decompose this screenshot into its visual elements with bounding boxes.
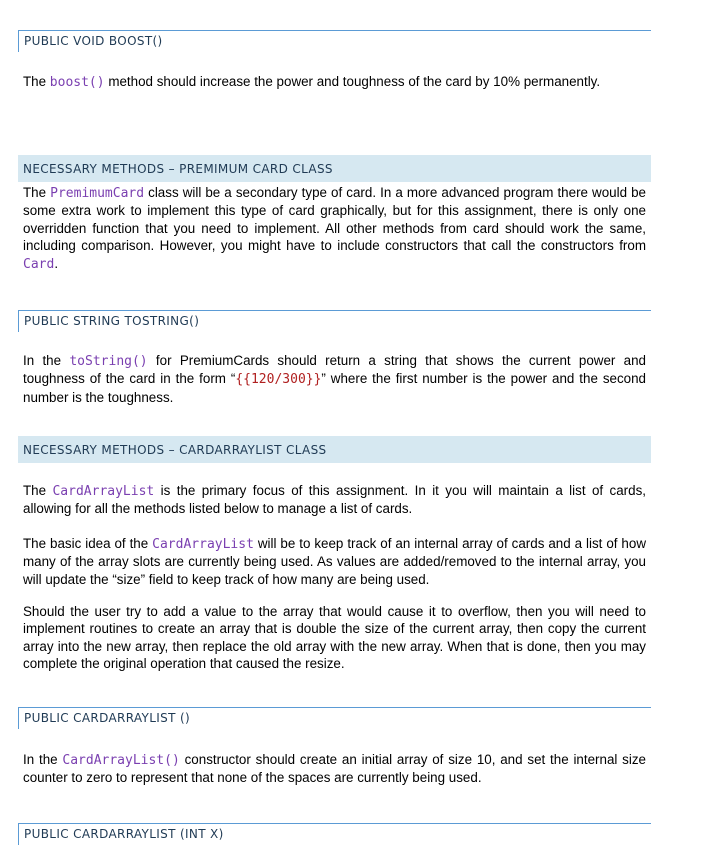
text-run: class will be a secondary type of card. In a more advanced program there would be some extra work to implement this type of card graphically, but for this assignment, there is only one overridden function that you need to implement. All other methods from card should work the same, including comparison. However, you might have to include constructors that call the constructors from [23,185,646,254]
text-run: method should increase the power and toughness of the card by 10% permanently. [104,74,601,89]
text-run: The [23,74,50,89]
ctor-default-description [23,751,646,787]
code-cardarraylist-ctor: CardArrayList() [62,753,180,768]
code-card: Card [23,256,55,272]
text-run: is the primary focus of this assignment. In it you will maintain a list of cards, allowing for all the methods listed below to manage a list of cards. [23,483,646,517]
text-run: ” where the first number is the power and the second number is the toughness. [23,371,646,405]
text-run: In the [23,353,70,368]
text-run: The basic idea of the [23,536,153,551]
text-run: for PremiumCards should return a string that shows the current power and toughness of the card in the form “ [23,353,646,387]
code-tostring: toString() [69,354,148,369]
section-header-cardarraylist [18,436,651,463]
code-premimumcard: PremimumCard [50,186,145,201]
text-run: will be to keep track of an internal array of cards and a list of how many of the array slots are currently being used. As values are added/removed to the internal array, you will update the “size” field to keep track of how many are being used. [23,536,646,587]
text-run: constructor should create an initial array of size 10, and set the internal size counter to zero to represent that none of the spaces are currently being used. [23,752,646,786]
code-boost: boost() [49,75,105,90]
premium-card-description [23,184,646,273]
tostring-description [23,352,646,406]
text-run: In the [23,752,63,767]
section-header-ctor-default [18,707,651,729]
section-header-premium-card [18,155,651,182]
text-run: . [54,255,59,271]
boost-description [23,73,646,91]
section-header-tostring-label: PUBLIC STRING TOSTRING() [24,314,200,328]
text-run: Should the user try to add a value to the array that would cause it to overflow, then you will need to implement routines to create an array that is double the size of the current array, then copy the current array into the new array, then replace the old array with the new array. When that is done, then you may complete the original operation that caused the resize. [23,604,646,672]
section-header-ctor-default-label: PUBLIC CARDARRAYLIST () [24,711,191,725]
code-cardarraylist: CardArrayList [152,537,254,552]
code-cardarraylist: CardArrayList [52,484,155,499]
section-header-boost [18,30,651,52]
section-header-boost-label: PUBLIC VOID BOOST() [24,34,163,48]
cardarraylist-basic-idea [23,535,646,588]
section-header-ctor-int-label: PUBLIC CARDARRAYLIST (INT X) [24,827,224,841]
cardarraylist-intro [23,482,646,518]
section-header-tostring [18,310,651,332]
text-run: The [23,185,51,200]
section-header-premium-card-label: NECESSARY METHODS – PREMIMUM CARD CLASS [23,162,333,176]
section-header-ctor-int [18,823,651,845]
cardarraylist-resize [23,603,646,673]
code-format-example: {{120/300}} [235,372,322,388]
text-run: The [23,483,53,498]
section-header-cardarraylist-label: NECESSARY METHODS – CARDARRAYLIST CLASS [23,443,327,457]
